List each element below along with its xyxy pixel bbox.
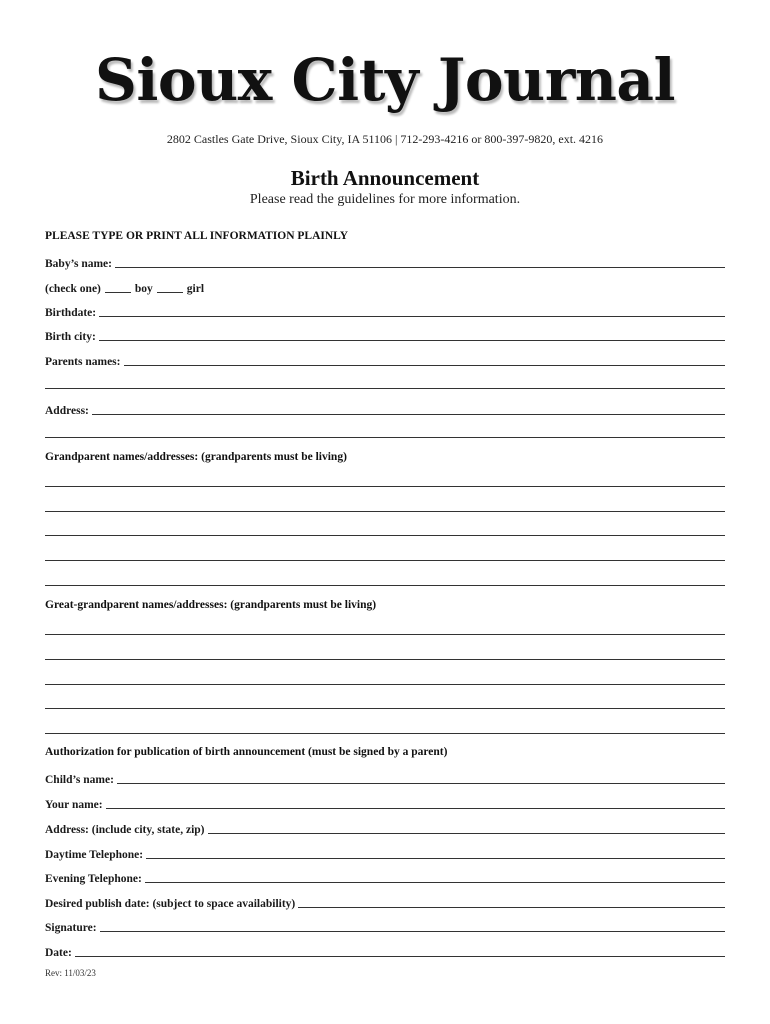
evening-telephone-line[interactable]	[145, 870, 725, 883]
birthdate-field[interactable]	[45, 303, 725, 319]
great-grandparents-line-3[interactable]	[45, 684, 725, 685]
boy-label: boy	[134, 283, 153, 295]
birth-city-label: Birth city:	[45, 331, 96, 343]
parents-names-line[interactable]	[124, 353, 726, 366]
newspaper-logo: Sioux City Journal	[94, 46, 676, 114]
birthdate-label: Birthdate:	[45, 307, 97, 319]
instructions-heading: PLEASE TYPE OR PRINT ALL INFORMATION PLAINLY	[45, 230, 349, 242]
parents-names-label: Parents names:	[45, 356, 121, 368]
babys-name-field[interactable]	[45, 254, 725, 270]
contact-address: 2802 Castles Gate Drive, Sioux City, IA 51106 | 712-293-4216 or 800-397-9820, ext. 4216	[166, 132, 604, 146]
date-label: Date:	[45, 947, 72, 959]
form-subtitle: Please read the guidelines for more information.	[249, 192, 521, 207]
date-field[interactable]	[45, 943, 725, 959]
evening-telephone-field[interactable]	[45, 869, 725, 885]
great-grandparents-heading: Great-grandparent names/addresses: (grandparents must be living)	[45, 599, 377, 611]
evening-telephone-label: Evening Telephone:	[45, 873, 142, 885]
signature-field[interactable]	[45, 918, 725, 934]
childs-name-label: Child’s name:	[45, 774, 114, 786]
gender-check-row	[45, 279, 204, 295]
desired-publish-date-field[interactable]	[45, 894, 725, 910]
form-title: Birth Announcement	[290, 166, 480, 190]
check-one-label: (check one)	[45, 283, 101, 295]
grandparents-line-3[interactable]	[45, 535, 725, 536]
signature-label: Signature:	[45, 922, 97, 934]
your-name-line[interactable]	[106, 796, 725, 809]
great-grandparents-line-1[interactable]	[45, 634, 725, 635]
full-address-label: Address: (include city, state, zip)	[45, 824, 205, 836]
babys-name-label: Baby’s name:	[45, 258, 112, 270]
boy-checkbox-line[interactable]	[105, 280, 131, 293]
revision-note: Rev: 11/03/23	[45, 968, 96, 978]
full-address-field[interactable]	[45, 820, 725, 836]
childs-name-line[interactable]	[117, 771, 725, 784]
grandparents-heading: Grandparent names/addresses: (grandparents must be living)	[45, 451, 347, 463]
babys-name-line[interactable]	[115, 255, 725, 268]
date-line[interactable]	[75, 944, 725, 957]
parents-names-field[interactable]	[45, 352, 725, 368]
grandparents-line-5[interactable]	[45, 585, 725, 586]
daytime-telephone-field[interactable]	[45, 845, 725, 861]
birthdate-line[interactable]	[99, 304, 725, 317]
grandparents-line-4[interactable]	[45, 560, 725, 561]
daytime-telephone-label: Daytime Telephone:	[45, 849, 144, 861]
address-field[interactable]	[45, 401, 725, 417]
great-grandparents-line-5[interactable]	[45, 733, 725, 734]
birth-city-line[interactable]	[99, 328, 725, 341]
parents-names-line-2[interactable]	[45, 388, 725, 389]
your-name-label: Your name:	[45, 799, 103, 811]
desired-publish-date-line[interactable]	[298, 895, 725, 908]
address-label: Address:	[45, 405, 89, 417]
address-line-2[interactable]	[45, 437, 725, 438]
desired-publish-date-label: Desired publish date: (subject to space availability)	[45, 898, 296, 910]
girl-checkbox-line[interactable]	[157, 280, 183, 293]
address-line[interactable]	[92, 402, 725, 415]
authorization-heading: Authorization for publication of birth announcement (must be signed by a parent)	[45, 746, 448, 758]
grandparents-line-2[interactable]	[45, 511, 725, 512]
great-grandparents-line-2[interactable]	[45, 659, 725, 660]
childs-name-field[interactable]	[45, 770, 725, 786]
signature-line[interactable]	[100, 919, 725, 932]
great-grandparents-line-4[interactable]	[45, 708, 725, 709]
grandparents-line-1[interactable]	[45, 486, 725, 487]
full-address-line[interactable]	[208, 821, 725, 834]
girl-label: girl	[186, 283, 205, 295]
daytime-telephone-line[interactable]	[146, 846, 725, 859]
your-name-field[interactable]	[45, 795, 725, 811]
birth-city-field[interactable]	[45, 327, 725, 343]
